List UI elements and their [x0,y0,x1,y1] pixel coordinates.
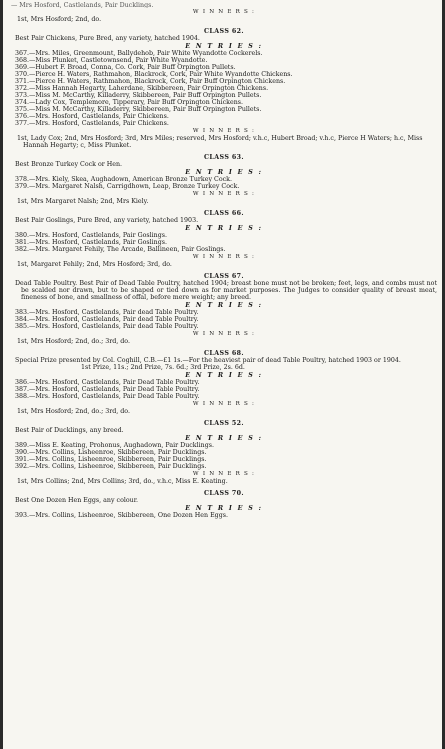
winners-list: 1st, Mrs Hosford; 2nd, do.; 3rd, do. [17,408,130,415]
class-heading: CLASS 62. [203,28,245,35]
entry-item: 370.—Pierce H. Waters, Rathmahon, Blackrock, Cork, Pair White Wyandotte Chickens. [15,71,293,78]
class-heading: CLASS 67. [203,273,245,280]
winners-label: W I N N E R S : [192,401,256,407]
winners-list: 1st, Mrs Margaret Nalsh; 2nd, Mrs Kiely. [17,198,149,205]
class-section [11,28,437,149]
class-section [11,350,437,415]
entry-item: 384.—Mrs. Hosford, Castlelands, Pair dead Table Poultry. [15,316,199,323]
entry-item: 376.—Mrs. Hosford, Castlelands, Pair Chickens. [15,113,169,120]
text-column [11,2,437,519]
class-section [11,420,437,485]
class-description: Best Bronze Turkey Cock or Hen. [15,161,123,168]
class-heading: CLASS 70. [203,490,245,497]
class-description: Best Pair of Ducklings, any breed. [15,427,124,434]
winners-label: W I N N E R S : [192,191,256,197]
entry-item: 375.—Miss M. McCarthy, Killaderry, Skibbereen, Pair Buff Orpington Pullets. [15,106,262,113]
entry-item: 371.—Pierce H. Waters, Rathmahon, Blackrock, Cork, Pair Buff Orpington Chickens. [15,78,286,85]
entry-item: 381.—Mrs. Hosford, Castlelands, Pair Goslings. [15,239,167,246]
entry-item: 389.—Miss E. Keating, Prohonus, Aughadown, Pair Ducklings. [15,442,214,449]
class-description: Best Pair Goslings, Pure Bred, any variety, hatched 1903. [15,217,199,224]
entry-item: 368.—Miss Plunket, Castletownsend, Pair White Wyandotte. [15,57,208,64]
winners-list: 1st, Lady Cox; 2nd, Mrs Hosford; 3rd, Mrs Miles; reserved, Mrs Hosford; v.h.c, Hubert Broad; v.h.c, Pierce H Waters; h.c, Miss Hannah Hegarty; c, Miss Plunket. [17,135,423,149]
entry-item: 385.—Mrs. Hosford, Castlelands, Pair dead Table Poultry. [15,323,199,330]
entry-item: 367.—Mrs. Miles, Greenmount, Ballydehob, Pair White Wyandotte Cockerels. [15,50,263,57]
entry-item: 382.—Mrs. Margaret Fehily, The Arcade, Ballineen, Pair Goslings. [15,246,226,253]
entries-label: E N T R I E S : [185,372,263,379]
entry-item: 379.—Mrs. Margaret Nalsh, Carrigdhown, Leap, Bronze Turkey Cock. [15,183,240,190]
entry-item: 380.—Mrs. Hosford, Castlelands, Pair Goslings. [15,232,167,239]
class-description: Special Prize presented by Col. Coghill, C.B.—£1 1s.—For the heaviest pair of dead Table Poultry, hatched 1903 or 1904. [15,357,401,364]
entry-item: 387.—Mrs. Hosford, Castlelands, Pair Dead Table Poultry. [15,386,200,393]
class-section [11,154,437,205]
winners-label: W I N N E R S : [192,254,256,260]
entry-item: 383.—Mrs. Hosford, Castlelands, Pair dead Table Poultry. [15,309,199,316]
entries-label: E N T R I E S : [185,505,263,512]
entry-item: 378.—Mrs. Kiely, Skea, Aughadown, American Bronze Turkey Cock. [15,176,232,183]
winners-list: 1st, Mrs Hosford; 2nd, do. [17,16,102,23]
entry-item: 377.—Mrs. Hosford, Castlelands, Pair Chickens. [15,120,169,127]
class-description: Best Pair Chickens, Pure Bred, any variety, hatched 1904. [15,35,200,42]
entries-label: E N T R I E S : [185,225,263,232]
entry-item: 374.—Lady Cox, Templemore, Tipperary, Pair Buff Orpington Chickens. [15,99,244,106]
entry-item: 373.—Miss M. McCarthy, Killaderry, Skibbereen, Pair Buff Orpington Pullets. [15,92,262,99]
class-section [11,210,437,268]
winners-list: 1st, Mrs Collins; 2nd, Mrs Collins; 3rd, do., v.h.c, Miss E. Keating. [17,478,228,485]
class-heading: CLASS 52. [203,420,245,427]
entries-label: E N T R I E S : [185,43,263,50]
entry-item: 372.—Miss Hannah Hegarty, Laherdane, Skibbereen, Pair Orpington Chickens. [15,85,269,92]
class-description: Best One Dozen Hen Eggs, any colour. [15,497,139,504]
class-section [11,273,437,345]
cut-off-entry: — Mrs Hosford, Castlelands, Pair Ducklings. [11,2,154,8]
winners-label: W I N N E R S : [192,471,256,477]
entry-item: 390.—Mrs. Collins, Lisheenroe, Skibbereen, Pair Ducklings. [15,449,207,456]
winners-label: W I N N E R S : [192,331,256,337]
winners-label: W I N N E R S : [192,128,256,134]
entry-item: 392.—Mrs. Collins, Lisheenroe, Skibbereen, Pair Ducklings. [15,463,207,470]
class-heading: CLASS 63. [203,154,245,161]
entries-label: E N T R I E S : [185,169,263,176]
entry-item: 369.—Hubert F. Broad, Conna, Co. Cork, Pair Buff Orpington Pullets. [15,64,236,71]
entry-item: 386.—Mrs. Hosford, Castlelands, Pair Dead Table Poultry. [15,379,200,386]
entry-item: 393.—Mrs. Collins, Lisheenroe, Skibbereen, One Dozen Hen Eggs. [15,512,228,519]
class-heading: CLASS 66. [203,210,245,217]
winners-list: 1st, Mrs Hosford; 2nd, do.; 3rd, do. [17,338,130,345]
winners-list: 1st, Margaret Fehily; 2nd, Mrs Hosford; 3rd, do. [17,261,172,268]
entries-label: E N T R I E S : [185,302,263,309]
class-heading: CLASS 68. [203,350,245,357]
entries-label: E N T R I E S : [185,435,263,442]
entry-item: 391.—Mrs. Collins, Lisheenroe, Skibbereen, Pair Ducklings. [15,456,207,463]
winners-label: W I N N E R S : [192,9,256,15]
class-section [11,490,437,519]
class-description: Dead Table Poultry. Best Pair of Dead Table Poultry, hatched 1904; breast bone must not be broken; feet, legs, and combs must not be scalded nor drawn, but to be shaped or tied down as for market purposes. The Judges to consider quality of breast meat, fineness of bone, and smallness of offal, before mere weight; any breed. [15,280,437,301]
entry-item: 388.—Mrs. Hosford, Castlelands, Pair Dead Table Poultry. [15,393,200,400]
prize-amounts: 1st Prize, 11s.; 2nd Prize, 7s. 6d.; 3rd Prize, 2s. 6d. [81,364,245,371]
